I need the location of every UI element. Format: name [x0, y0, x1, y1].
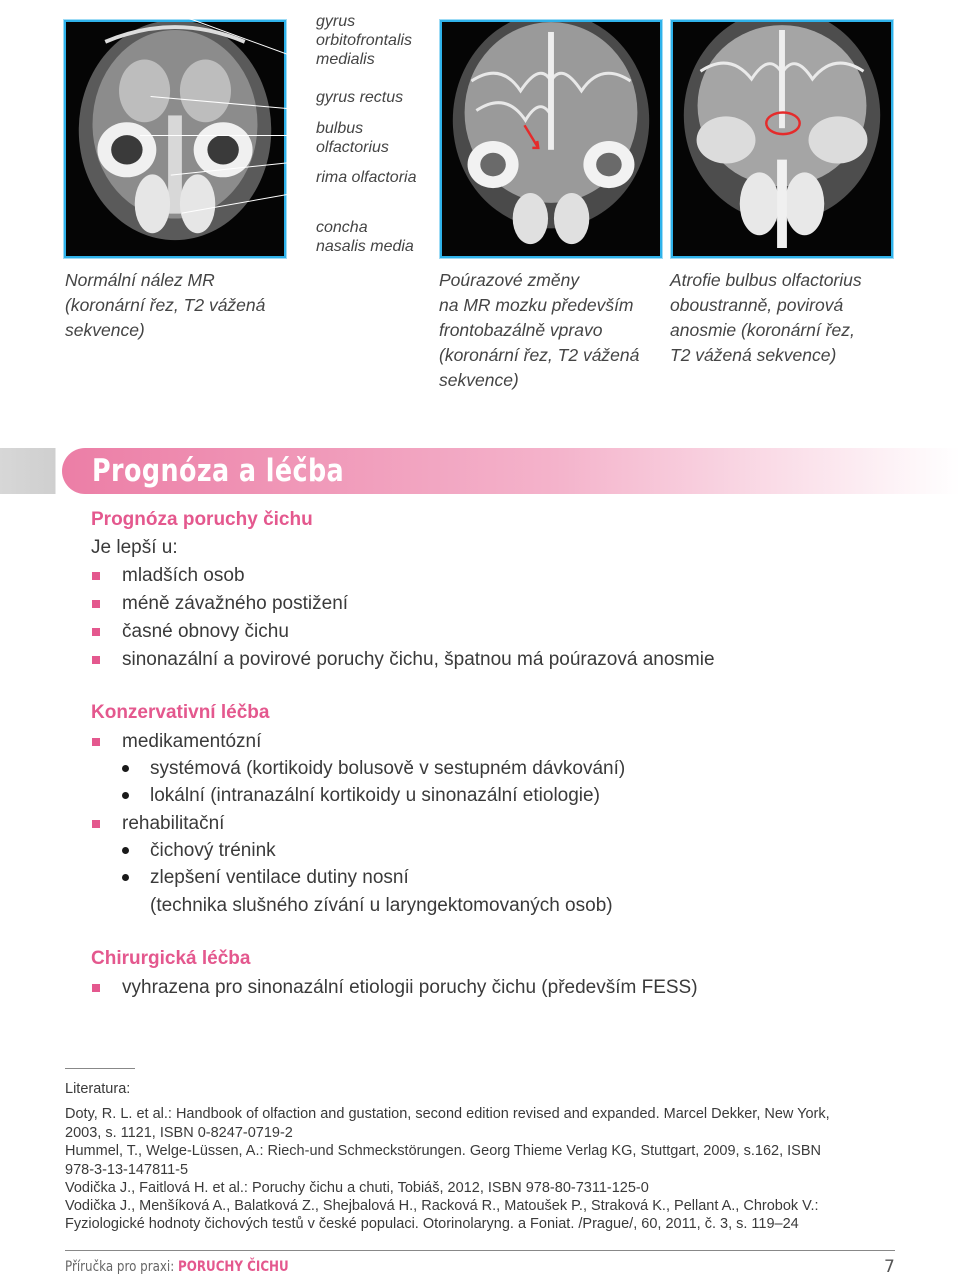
square-bullet [92, 820, 100, 828]
footer-publication [65, 1259, 289, 1275]
conservative-subitem: zlepšení ventilace dutiny nosní [150, 867, 409, 888]
round-bullet [122, 874, 129, 881]
caption-injury-line: sekvence) [439, 370, 519, 390]
prognosis-intro: Je lepší u: [91, 537, 178, 558]
square-bullet [92, 984, 100, 992]
label-gyrus-line3: medialis [316, 51, 375, 68]
caption-injury-line: Poúrazové změny [439, 270, 580, 290]
mri-injury-graphic [442, 22, 660, 256]
round-bullet [122, 765, 129, 772]
prognosis-item: méně závažného postižení [122, 593, 349, 614]
section-banner-title: Prognóza a léčba [92, 453, 345, 489]
heading-prognosis: Prognóza poruchy čichu [91, 509, 313, 530]
caption-injury [439, 268, 639, 393]
caption-atrophy-line: anosmie (koronární řez, [670, 320, 855, 340]
label-bulbus-olfactorius [316, 119, 389, 157]
caption-atrophy [670, 268, 862, 368]
footer-title: PORUCHY ČICHU [178, 1259, 289, 1275]
round-bullet [122, 847, 129, 854]
round-bullet [122, 792, 129, 799]
mri-normal-graphic [66, 22, 284, 256]
caption-normal-line: Normální nález MR [65, 270, 215, 290]
square-bullet [92, 600, 100, 608]
label-concha-nasalis [316, 218, 414, 256]
literature-line: Vodička J., Faitlová H. et al.: Poruchy čichu a chuti, Tobiáš, 2012, ISBN 978-80-7311-125-0 [65, 1180, 649, 1196]
literature-line: Hummel, T., Welge-Lüssen, A.: Riech-und Schmeckstörungen. Georg Thieme Verlag KG, Stuttgart, 2009, s.162, ISBN [65, 1143, 821, 1159]
mri-normal-image [64, 20, 286, 258]
mri-atrophy-graphic [673, 22, 891, 256]
caption-normal-line: (koronární řez, T2 vážená [65, 295, 266, 315]
label-rima-olfactoria: rima olfactoria [316, 169, 417, 186]
caption-injury-line: frontobazálně vpravo [439, 320, 603, 340]
label-concha-line2: nasalis media [316, 238, 414, 255]
conservative-item: rehabilitační [122, 813, 225, 834]
conservative-subitem-continuation: (technika slušného zívání u laryngektomovaných osob) [150, 895, 613, 916]
literature-line: Fyziologické hodnoty čichových testů v české populaci. Otorinolaryng. a Foniat. /Prague/, 60, 2011, č. 3, s. 119–24 [65, 1216, 799, 1232]
leader-line-bulbus [140, 135, 310, 136]
square-bullet [92, 656, 100, 664]
square-bullet [92, 572, 100, 580]
heading-surgical: Chirurgická léčba [91, 948, 251, 969]
label-bulbus-line1: bulbus [316, 120, 364, 137]
label-gyrus-line1: gyrus [316, 13, 356, 30]
label-gyrus-orbitofrontalis [316, 12, 412, 69]
conservative-subitem: čichový trénink [150, 840, 276, 861]
conservative-subitem: systémová (kortikoidy bolusově v sestupném dávkování) [150, 758, 626, 779]
caption-normal [65, 268, 265, 343]
caption-atrophy-line: oboustranně, povirová [670, 295, 844, 315]
prognosis-item: mladších osob [122, 565, 245, 586]
label-gyrus-line2: orbitofrontalis [316, 32, 413, 49]
conservative-item: medikamentózní [122, 731, 262, 752]
surgical-item: vyhrazena pro sinonazální etiologii poruchy čichu (především FESS) [122, 977, 698, 998]
literature-line: Vodička J., Menšíková A., Balatková Z., Shejbalová H., Racková R., Matoušek P., Straková K., Pellant A., Chrobok V.: [65, 1198, 819, 1214]
caption-normal-line: sekvence) [65, 320, 145, 340]
literature-rule [65, 1068, 135, 1069]
square-bullet [92, 628, 100, 636]
label-bulbus-line2: olfactorius [316, 139, 389, 156]
caption-atrophy-line: T2 vážená sekvence) [670, 345, 837, 365]
footer-rule [65, 1250, 895, 1251]
literature-line: Doty, R. L. et al.: Handbook of olfaction and gustation, second edition revised and expanded. Marcel Dekker, New York, [65, 1106, 830, 1122]
prognosis-item: sinonazální a povirové poruchy čichu, špatnou má poúrazová anosmie [122, 649, 715, 670]
label-concha-line1: concha [316, 219, 368, 236]
heading-conservative: Konzervativní léčba [91, 702, 270, 723]
conservative-subitem: lokální (intranazální kortikoidy u sinonazální etiologie) [150, 785, 600, 806]
literature-line: 978-3-13-147811-5 [65, 1162, 189, 1178]
prognosis-item: časné obnovy čichu [122, 621, 289, 642]
label-gyrus-rectus: gyrus rectus [316, 89, 404, 106]
square-bullet [92, 738, 100, 746]
caption-atrophy-line: Atrofie bulbus olfactorius [670, 270, 862, 290]
mri-atrophy-image [671, 20, 893, 258]
literature-title: Literatura: [65, 1081, 131, 1097]
mri-injury-image [440, 20, 662, 258]
footer-prefix: Příručka pro praxi: [65, 1259, 175, 1275]
page-number: 7 [884, 1257, 895, 1277]
caption-injury-line: na MR mozku především [439, 295, 634, 315]
literature-line: 2003, s. 1121, ISBN 0-8247-0719-2 [65, 1125, 293, 1141]
caption-injury-line: (koronární řez, T2 vážená [439, 345, 640, 365]
